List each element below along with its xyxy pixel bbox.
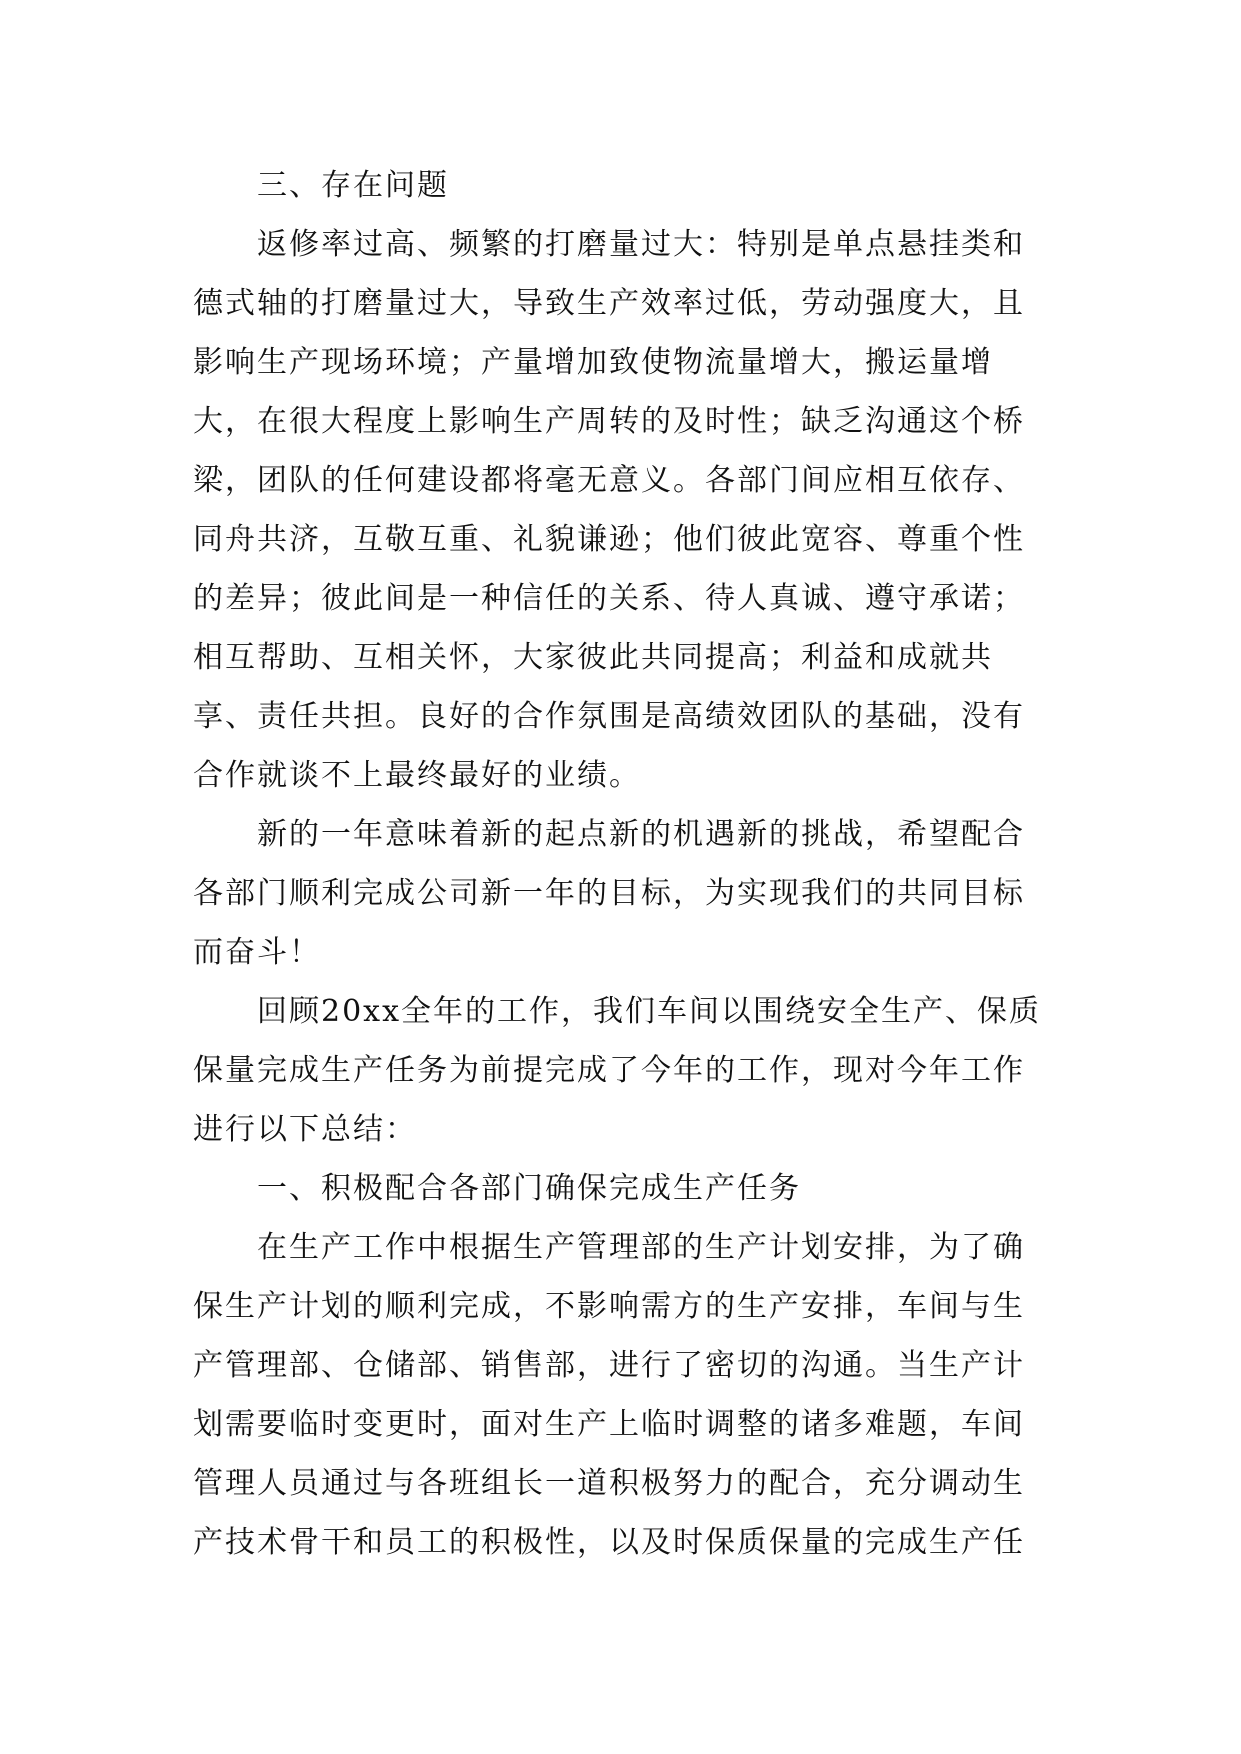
section-heading-cooperation: 一、积极配合各部门确保完成生产任务: [257, 1171, 801, 1206]
paragraph-new-year: 新的一年意味着新的起点新的机遇新的挑战，希望配合各部门顺利完成公司新一年的目标，为实现我们的共同目标而奋斗！: [193, 817, 1025, 970]
paragraph-problems: 返修率过高、频繁的打磨量过大：特别是单点悬挂类和德式轴的打磨量过大，导致生产效率过低，劳动强度大，且影响生产现场环境；产量增加致使物流量增大，搬运量增大，在很大程度上影响生产周转的及时性；缺乏沟通这个桥梁，团队的任何建设都将毫无意义。各部门间应相互依存、同舟共济，互敬互重、礼貌谦逊；他们彼此宽容、尊重个性的差异；彼此间是一种信任的关系、待人真诚、遵守承诺；相互帮助、互相关怀，大家彼此共同提高；利益和成就共享、责任共担。良好的合作氛围是高绩效团队的基础，没有合作就谈不上最终最好的业绩。: [193, 227, 1025, 793]
paragraph-production: 在生产工作中根据生产管理部的生产计划安排，为了确保生产计划的顺利完成，不影响需方的生产安排，车间与生产管理部、仓储部、销售部，进行了密切的沟通。当生产计划需要临时变更时，面对生产上临时调整的诸多难题，车间管理人员通过与各班组长一道积极努力的配合，充分调动生产技术骨干和员工的积极性，以及时保质保量的完成生产任: [193, 1230, 1025, 1560]
document-body: [193, 156, 1053, 1572]
paragraph-review: 回顾20xx全年的工作，我们车间以围绕安全生产、保质保量完成生产任务为前提完成了今年的工作，现对今年工作进行以下总结：: [193, 994, 1042, 1147]
section-heading-problems: 三、存在问题: [257, 168, 449, 203]
